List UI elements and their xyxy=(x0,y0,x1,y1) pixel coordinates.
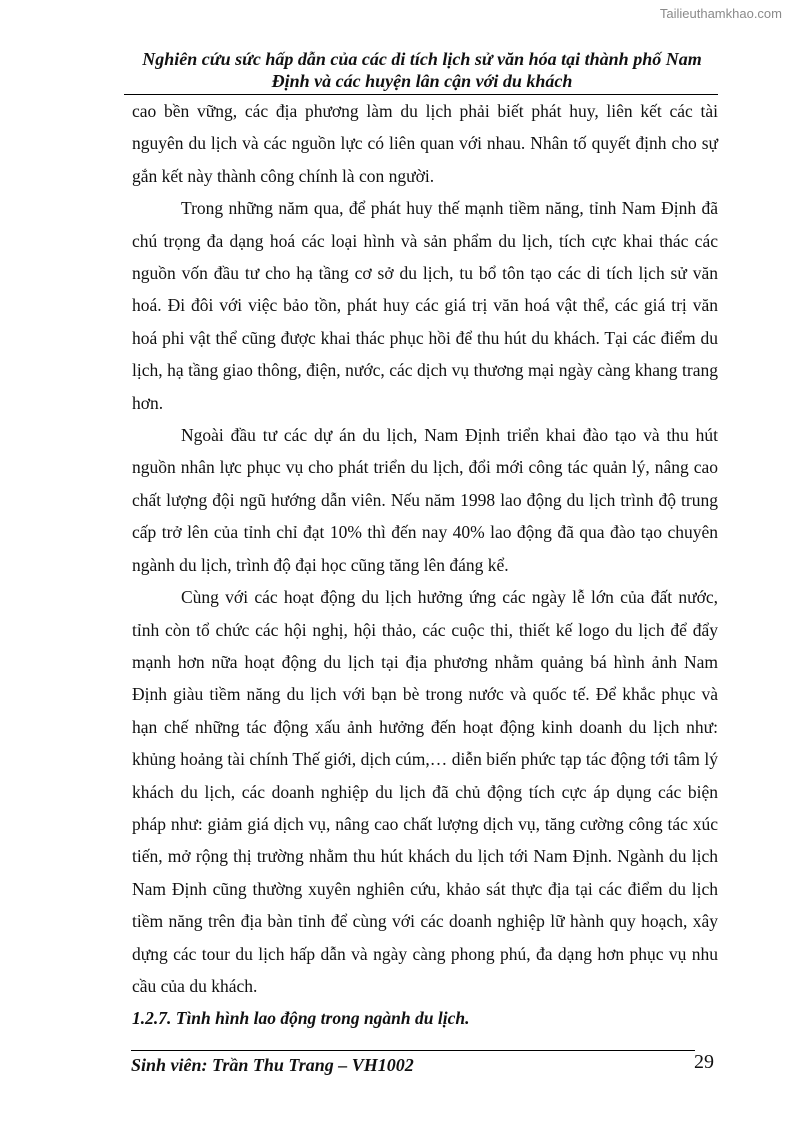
header-title-line-2: Định và các huyện lân cận với du khách xyxy=(271,71,573,91)
document-body xyxy=(132,95,718,1035)
footer-student: Sinh viên: Trần Thu Trang – VH1002 xyxy=(131,1055,414,1075)
paragraph-2: Trong những năm qua, để phát huy thế mạnh tiềm năng, tỉnh Nam Định đã chú trọng đa dạng hoá các loại hình và sản phẩm du lịch, tích cực khai thác các nguồn vốn đầu tư cho hạ tầng cơ sở du lịch, tu bổ tôn tạo các di tích lịch sử văn hoá. Đi đôi với việc bảo tồn, phát huy các giá trị văn hoá vật thể, các giá trị văn hoá phi vật thể cũng được khai thác phục hồi để thu hút du khách. Tại các điểm du lịch, hạ tầng giao thông, điện, nước, các dịch vụ thương mại ngày càng khang trang hơn. xyxy=(132,198,718,413)
watermark: Tailieuthamkhao.com xyxy=(659,6,782,21)
page-header xyxy=(120,48,724,92)
paragraph-4: Cùng với các hoạt động du lịch hưởng ứng các ngày lễ lớn của đất nước, tỉnh còn tổ chức các hội nghị, hội thảo, các cuộc thi, thiết kế logo du lịch để đẩy mạnh hơn nữa hoạt động du lịch tại địa phương nhằm quảng bá hình ảnh Nam Định giàu tiềm năng du lịch với bạn bè trong nước và quốc tế. Để khắc phục và hạn chế những tác động xấu ảnh hưởng đến hoạt động kinh doanh du lịch như: khủng hoảng tài chính Thế giới, dịch cúm,… diễn biến phức tạp tác động tới tâm lý khách du lịch, các doanh nghiệp du lịch đã chủ động tích cực áp dụng các biện pháp như: giảm giá dịch vụ, nâng cao chất lượng dịch vụ, tăng cường công tác xúc tiến, mở rộng thị trường nhằm thu hút khách du lịch tới Nam Định. Ngành du lịch Nam Định cũng thường xuyên nghiên cứu, khảo sát thực địa tại các điểm du lịch tiềm năng trên địa bàn tỉnh để cùng với các doanh nghiệp lữ hành quy hoạch, xây dựng các tour du lịch hấp dẫn và ngày càng phong phú, đa dạng hơn phục vụ nhu cầu của du khách. xyxy=(132,587,718,996)
header-title-line-1: Nghiên cứu sức hấp dẫn của các di tích lịch sử văn hóa tại thành phố Nam xyxy=(142,49,702,69)
paragraph-3: Ngoài đầu tư các dự án du lịch, Nam Định triển khai đào tạo và thu hút nguồn nhân lực phục vụ cho phát triển du lịch, đổi mới công tác quản lý, nâng cao chất lượng đội ngũ hướng dẫn viên. Nếu năm 1998 lao động du lịch trình độ trung cấp trở lên của tỉnh chỉ đạt 10% thì đến nay 40% lao động đã qua đào tạo chuyên ngành du lịch, trình độ đại học cũng tăng lên đáng kể. xyxy=(132,425,718,575)
paragraph-1: cao bền vững, các địa phương làm du lịch phải biết phát huy, liên kết các tài nguyên du lịch và các nguồn lực có liên quan với nhau. Nhân tố quyết định cho sự gắn kết này thành công chính là con người. xyxy=(132,101,718,186)
footer-divider xyxy=(131,1050,695,1051)
section-heading: 1.2.7. Tình hình lao động trong ngành du lịch. xyxy=(132,1008,470,1029)
page-number: 29 xyxy=(694,1051,714,1073)
